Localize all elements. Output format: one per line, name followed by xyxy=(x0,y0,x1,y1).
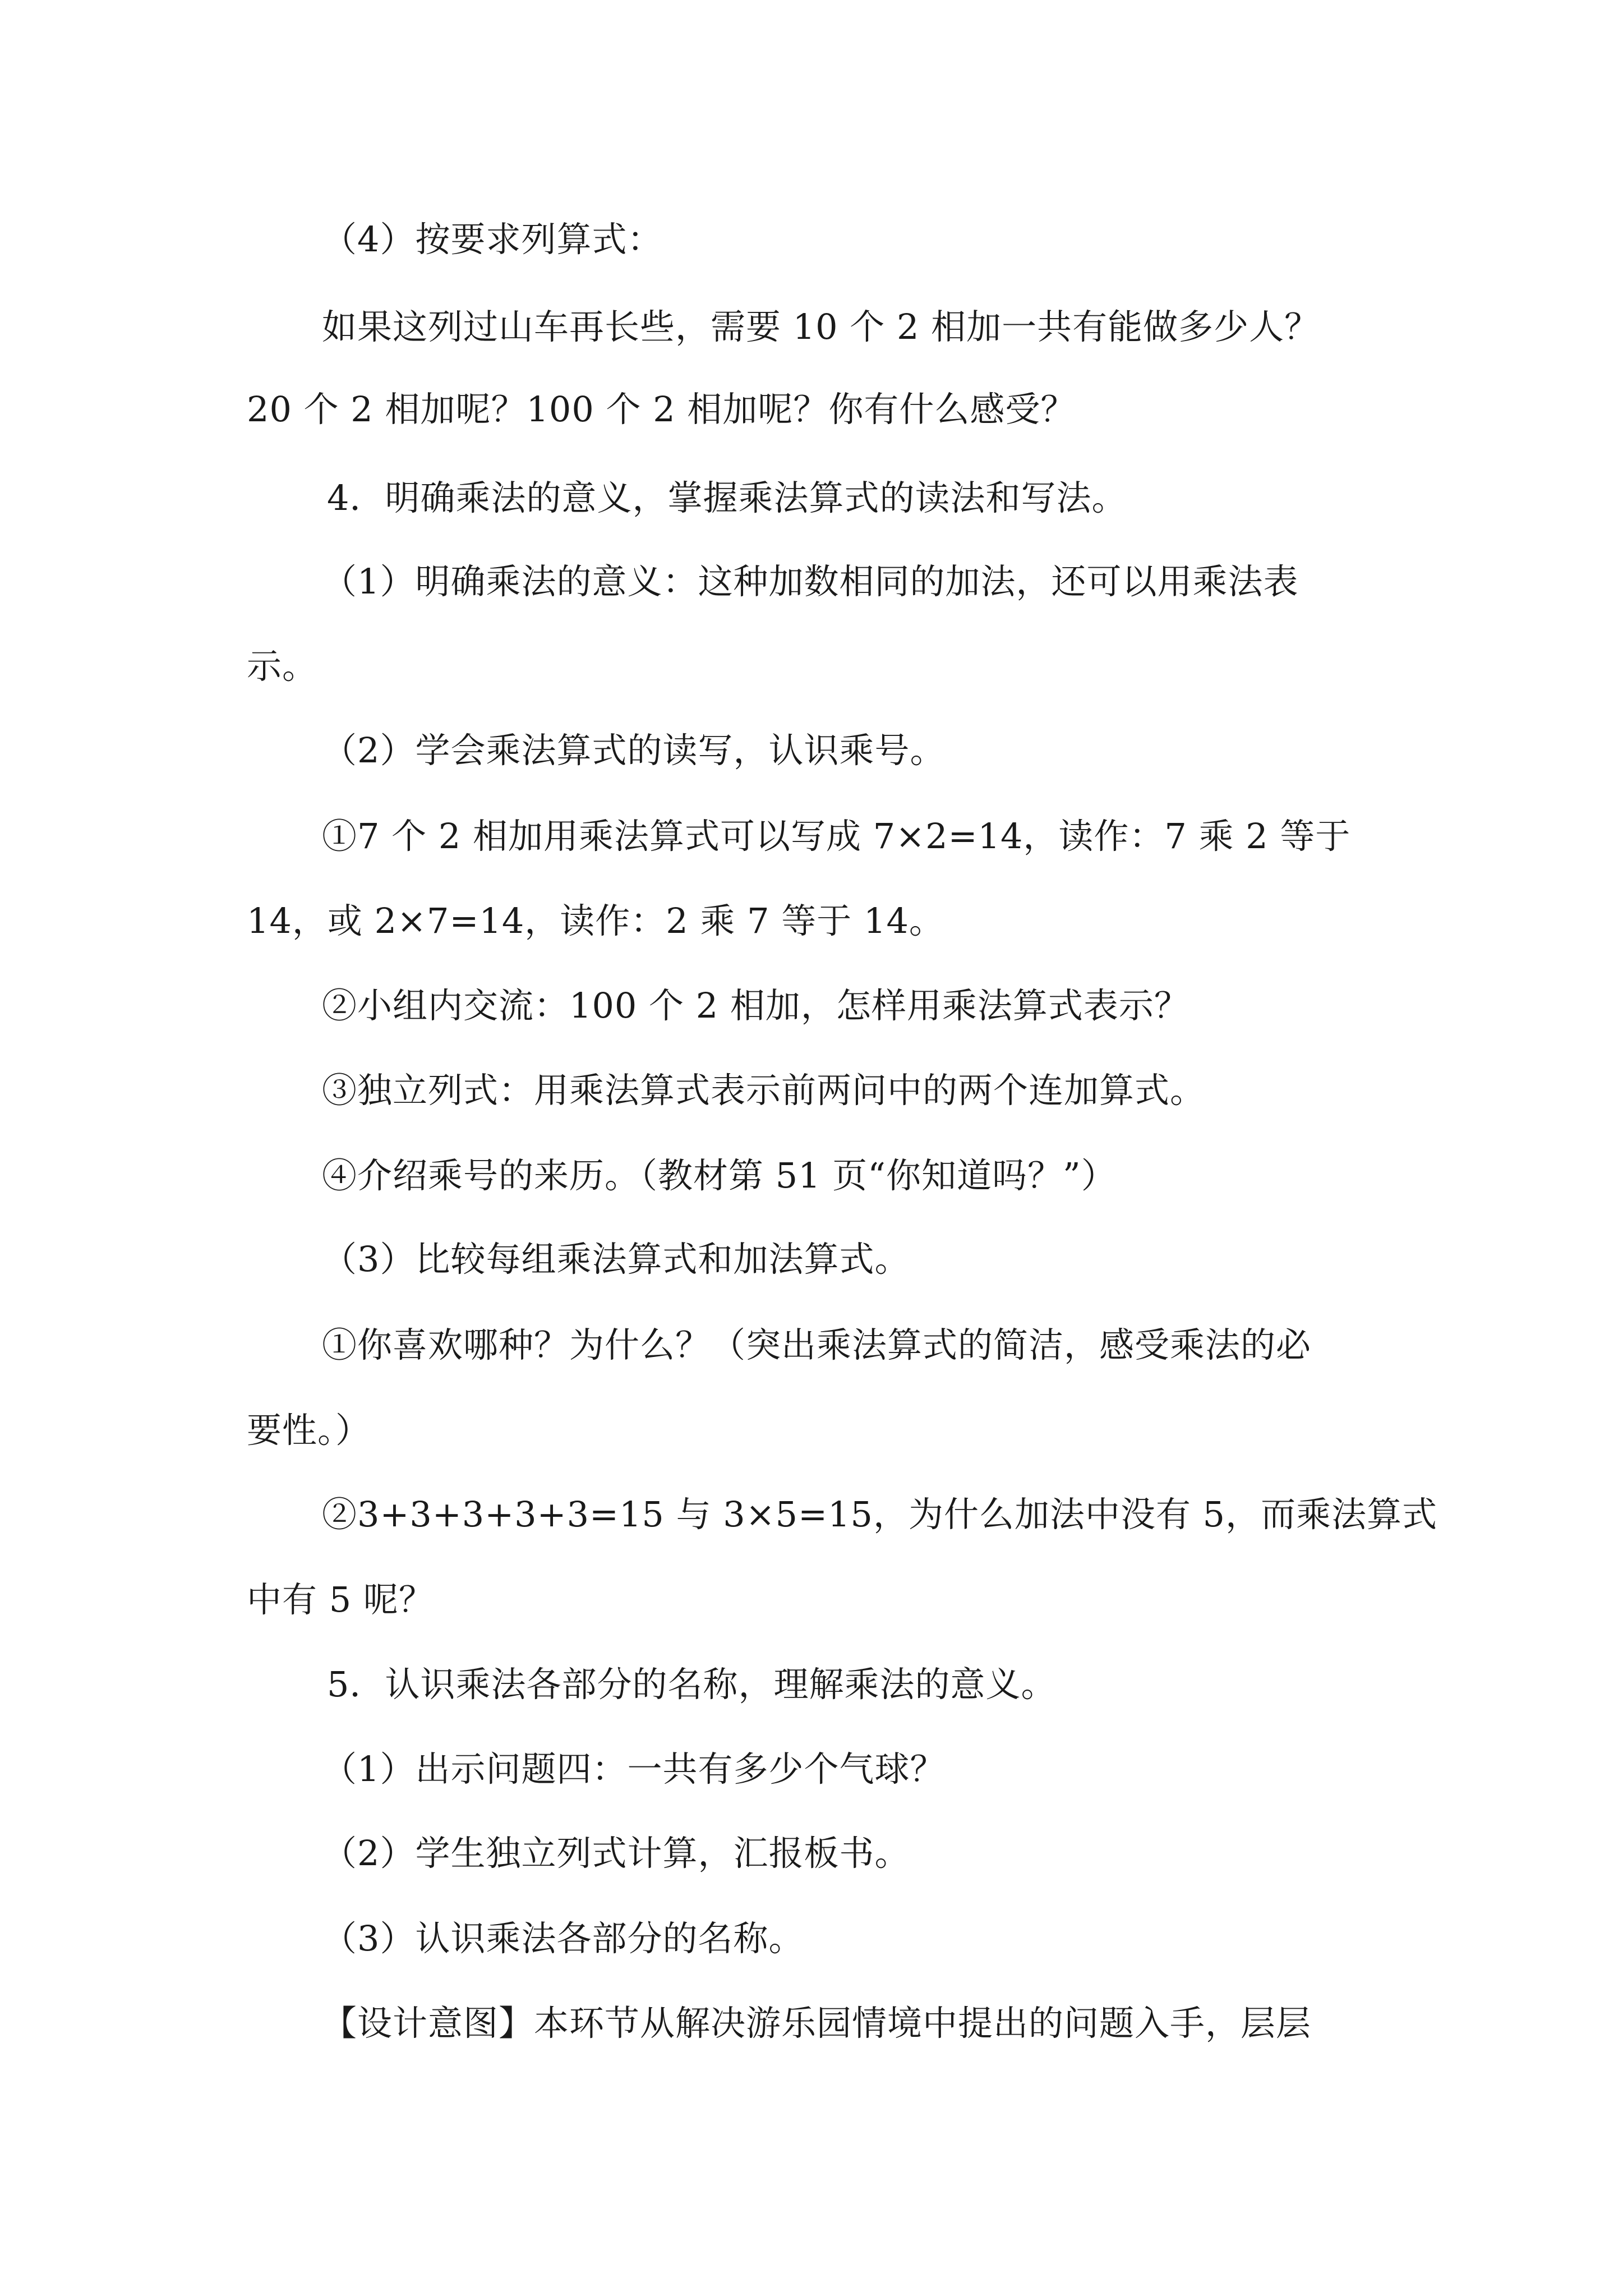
paragraph-line: 示。 xyxy=(247,646,318,687)
section-heading: 4．明确乘法的意义，掌握乘法算式的读法和写法。 xyxy=(327,477,1127,518)
paragraph-line: ③独立列式：用乘法算式表示前两问中的两个连加算式。 xyxy=(322,1070,1206,1111)
paragraph-line: ④介绍乘号的来历。（教材第 51 页“你知道吗？”） xyxy=(322,1155,1117,1196)
paragraph-line: 14，或 2×7=14，读作：2 乘 7 等于 14。 xyxy=(247,900,944,941)
paragraph-line: ①你喜欢哪种？为什么？（突出乘法算式的简洁，感受乘法的必 xyxy=(322,1324,1312,1365)
paragraph-line: （4）按要求列算式： xyxy=(322,219,663,260)
paragraph-line: （1）明确乘法的意义：这种加数相同的加法，还可以用乘法表 xyxy=(322,561,1299,602)
paragraph-line: （1）出示问题四：一共有多少个气球？ xyxy=(322,1749,946,1789)
paragraph-line: 中有 5 呢？ xyxy=(247,1579,434,1620)
paragraph-line: 【设计意图】本环节从解决游乐园情境中提出的问题入手，层层 xyxy=(322,2003,1312,2044)
paragraph-line: ②3+3+3+3+3=15 与 3×5=15，为什么加法中没有 5，而乘法算式 xyxy=(322,1494,1438,1535)
paragraph-line: 如果这列过山车再长些，需要 10 个 2 相加一共有能做多少人？ xyxy=(322,306,1320,347)
paragraph-line: （2）学会乘法算式的读写，认识乘号。 xyxy=(322,730,946,771)
section-heading: 5．认识乘法各部分的名称，理解乘法的意义。 xyxy=(327,1664,1057,1705)
paragraph-line: ②小组内交流：100 个 2 相加，怎样用乘法算式表示？ xyxy=(322,985,1189,1026)
paragraph-line: 20 个 2 相加呢？100 个 2 相加呢？你有什么感受？ xyxy=(247,389,1076,430)
paragraph-line: ①7 个 2 相加用乘法算式可以写成 7×2=14，读作：7 乘 2 等于 xyxy=(322,816,1351,857)
paragraph-line: 要性。） xyxy=(247,1410,371,1451)
paragraph-line: （3）比较每组乘法算式和加法算式。 xyxy=(322,1239,910,1280)
paragraph-line: （3）认识乘法各部分的名称。 xyxy=(322,1918,804,1959)
paragraph-line: （2）学生独立列式计算，汇报板书。 xyxy=(322,1833,910,1874)
